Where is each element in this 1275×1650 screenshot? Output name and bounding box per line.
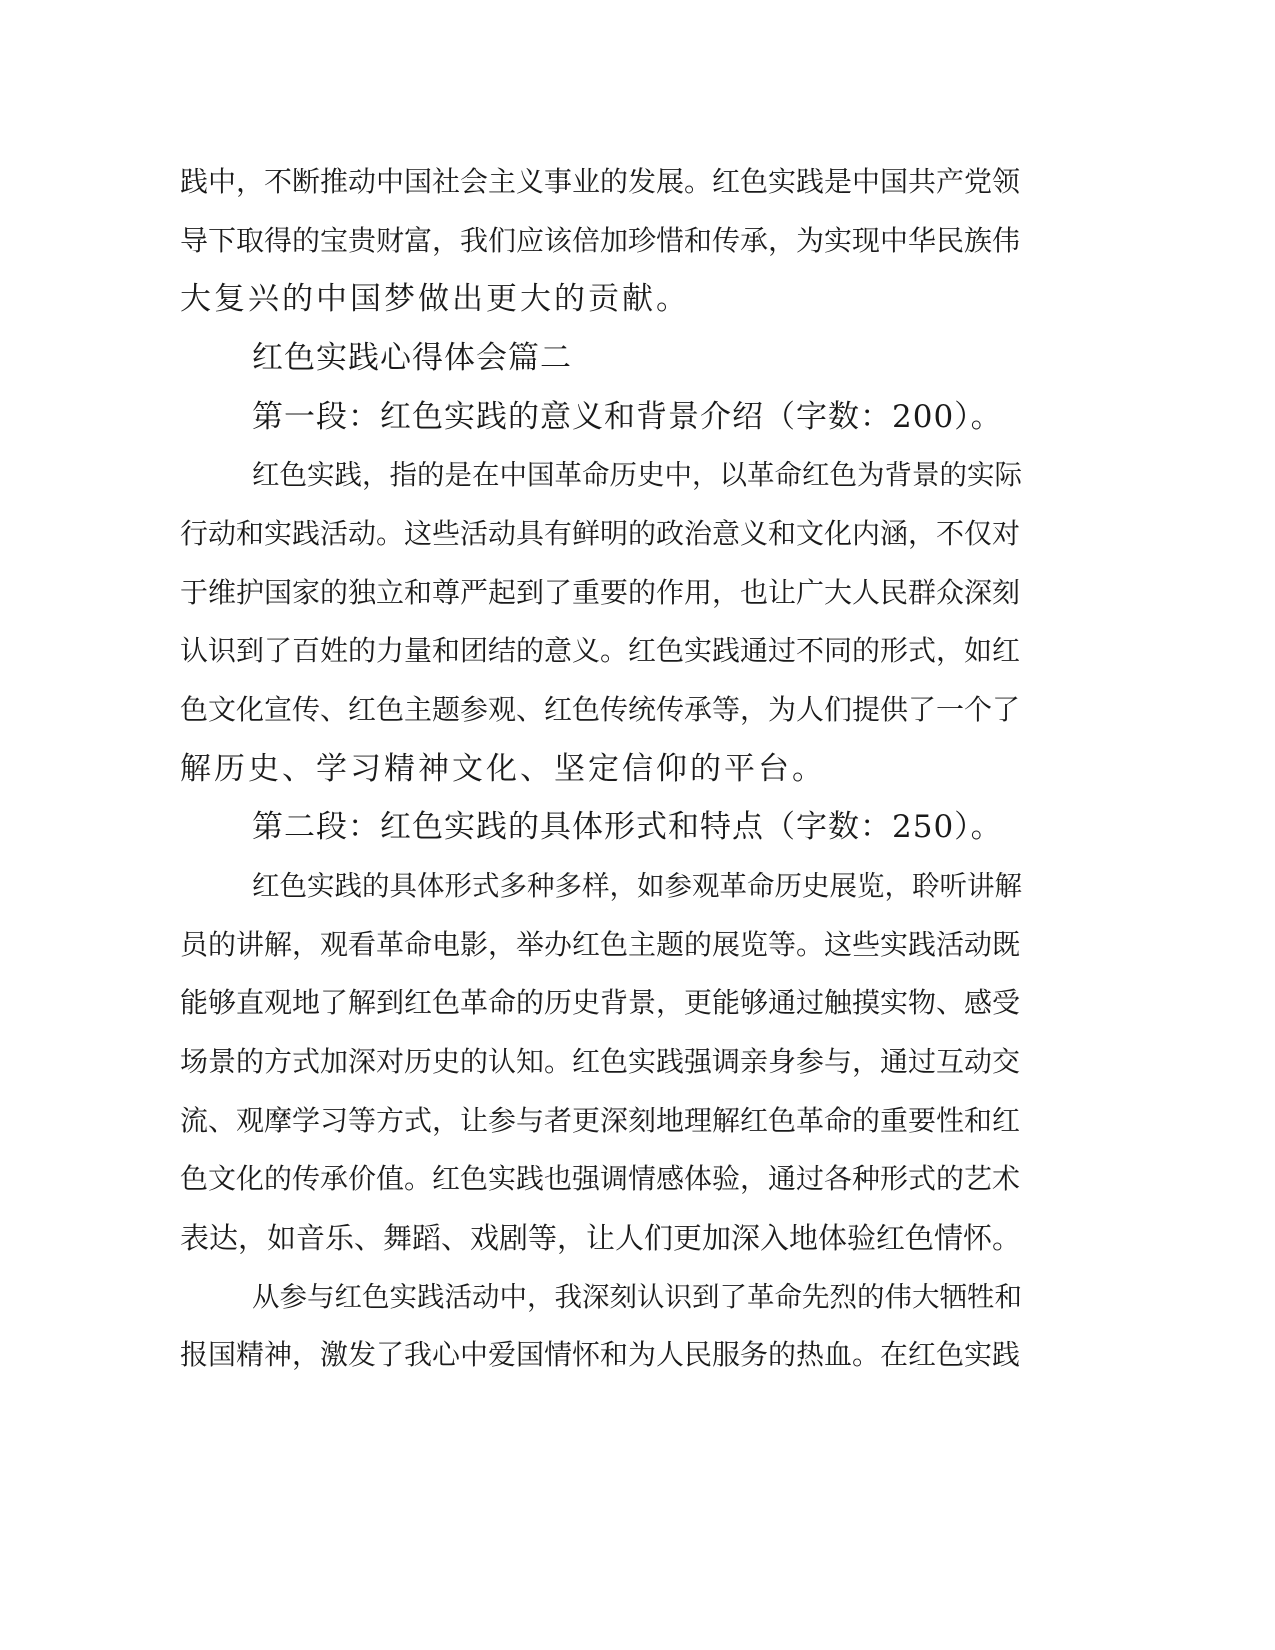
text-line: 报国精神，激发了我心中爱国情怀和为人民服务的热血。在红色实践 [180, 1338, 1021, 1371]
text-line: 红色实践的具体形式多种多样，如参观革命历史展览，聆听讲解 [252, 870, 1022, 902]
text-line: 能够直观地了解到红色革命的历史背景，更能够通过触摸实物、感受 [180, 986, 1021, 1019]
text-line: 从参与红色实践活动中，我深刻认识到了革命先烈的伟大牺牲和 [252, 1281, 1022, 1313]
text-line: 场景的方式加深对历史的认知。红色实践强调亲身参与，通过互动交 [180, 1045, 1021, 1078]
text-line: 行动和实践活动。这些活动具有鲜明的政治意义和文化内涵，不仅对 [180, 517, 1021, 550]
text-line: 色文化宣传、红色主题参观、红色传统传承等，为人们提供了一个了 [180, 693, 1021, 726]
text-line: 红色实践，指的是在中国革命历史中，以革命红色为背景的实际 [252, 459, 1022, 491]
text-line: 践中，不断推动中国社会主义事业的发展。红色实践是中国共产党领 [180, 165, 1021, 198]
text-line: 解历史、学习精神文化、坚定信仰的平台。 [180, 751, 826, 787]
text-line: 认识到了百姓的力量和团结的意义。红色实践通过不同的形式，如红 [180, 634, 1021, 667]
text-line: 导下取得的宝贵财富，我们应该倍加珍惜和传承，为实现中华民族伟 [180, 224, 1021, 257]
text-line: 于维护国家的独立和尊严起到了重要的作用，也让广大人民群众深刻 [180, 576, 1021, 609]
text-line: 流、观摩学习等方式，让参与者更深刻地理解红色革命的重要性和红 [180, 1104, 1021, 1137]
paragraph-heading: 第一段：红色实践的意义和背景介绍（字数：200）。 [252, 399, 1003, 435]
text-line: 色文化的传承价值。红色实践也强调情感体验，通过各种形式的艺术 [180, 1162, 1021, 1195]
text-line: 员的讲解，观看革命电影，举办红色主题的展览等。这些实践活动既 [180, 928, 1021, 961]
text-line: 表达，如音乐、舞蹈、戏剧等，让人们更加深入地体验红色情怀。 [180, 1221, 1022, 1255]
text-line: 大复兴的中国梦做出更大的贡献。 [180, 281, 690, 317]
section-title: 红色实践心得体会篇二 [252, 340, 572, 376]
paragraph-heading: 第二段：红色实践的具体形式和特点（字数：250）。 [252, 809, 1003, 845]
